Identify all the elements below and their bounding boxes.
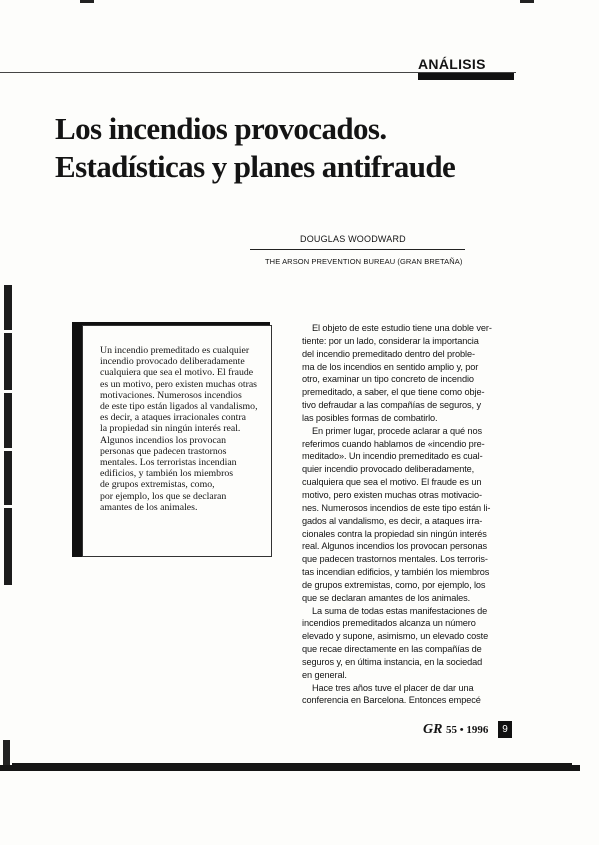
body-line: referimos cuando hablamos de «incendio pre- <box>302 438 485 449</box>
title-line: Los incendios provocados. <box>55 111 387 146</box>
body-line: en general. <box>302 669 347 680</box>
summary-line: Algunos incendios los provocan <box>100 434 226 446</box>
issue-number: 55 • 1996 <box>446 724 489 736</box>
page-number: 9 <box>498 721 512 738</box>
body-line: tivo defraudar a las compañías de seguros, y <box>302 400 481 411</box>
body-line: En primer lugar, procede aclarar a qué nos <box>312 425 482 436</box>
section-label-bar <box>418 73 514 80</box>
body-line: motivo, pero existen muchas otras motivacio- <box>302 489 482 500</box>
body-line: meditado». Un incendio premeditado es cual- <box>302 451 483 462</box>
margin-tick <box>0 448 12 451</box>
body-line: ma de los incendios en sentido amplio y, por <box>302 361 479 372</box>
body-line: que padecen trastornos mentales. Los terroris- <box>302 554 488 565</box>
summary-line: es un motivo, pero existen muchas otras <box>100 378 257 390</box>
summary-line: incendio provocado deliberadamente <box>100 356 245 368</box>
body-line: tiente: por un lado, considerar la importancia <box>302 335 479 346</box>
article-title <box>55 110 535 186</box>
margin-tick <box>0 505 12 508</box>
crop-mark <box>520 0 534 3</box>
body-line: real. Algunos incendios los provocan personas <box>302 541 487 552</box>
author-rule <box>250 249 465 250</box>
crop-mark <box>80 0 94 3</box>
body-line: Hace tres años tuve el placer de dar una <box>312 682 474 693</box>
body-line: La suma de todas estas manifestaciones de <box>312 605 488 616</box>
summary-line: Un incendio premeditado es cualquier <box>100 345 250 356</box>
body-line: que recae directamente en las compañías de <box>302 644 482 655</box>
body-line: nes. Numerosos incendios de este tipo están li- <box>302 502 491 513</box>
summary-line: la propiedad sin ningún interés real. <box>100 423 241 435</box>
summary-line: por ejemplo, los que se declaran <box>100 490 227 502</box>
body-line: cionales contra la propiedad sin ningún interés <box>302 528 487 539</box>
body-line: conferencia en Barcelona. Entonces empecé <box>302 695 481 706</box>
margin-tick <box>0 330 12 333</box>
body-line: del incendio premeditado dentro del proble- <box>302 348 475 359</box>
body-line: otro, examinar un tipo concreto de incendio <box>302 374 474 385</box>
summary-line: amantes de los animales. <box>100 501 198 513</box>
publication-logo: GR <box>423 722 443 737</box>
summary-line: edificios, y también los miembros <box>100 468 234 480</box>
summary-line: de este tipo están ligados al vandalismo, <box>100 401 258 413</box>
summary-text <box>100 345 265 513</box>
section-label: ANÁLISIS <box>418 56 486 72</box>
body-line: que se declaran amantes de los animales. <box>302 592 471 603</box>
summary-line: es decir, a ataques irracionales contra <box>100 412 246 424</box>
footer-rule <box>0 765 580 771</box>
body-line: quier incendio provocado deliberadamente, <box>302 464 475 475</box>
body-line: El objeto de este estudio tiene una doble ver- <box>312 323 492 333</box>
body-line: seguros y, en última instancia, en la sociedad <box>302 656 483 667</box>
body-line: gados al vandalismo, es decir, a ataques irra- <box>302 515 483 526</box>
body-line: de grupos extremistas, como, por ejemplo, los <box>302 579 486 590</box>
summary-box-shadow <box>72 322 82 557</box>
body-line: premeditado, a saber, el que tiene como obje- <box>302 387 485 398</box>
body-line: las posibles formas de combatirlo. <box>302 412 438 423</box>
body-line: cualquiera que sea el motivo. El fraude es un <box>302 477 482 488</box>
summary-line: motivaciones. Numerosos incendios <box>100 389 242 401</box>
summary-line: personas que padecen trastornos <box>100 445 227 457</box>
article-body <box>302 322 517 707</box>
body-line: tas incendian edificios, y también los miembros <box>302 567 490 578</box>
summary-line: cualquiera que sea el motivo. El fraude <box>100 367 254 379</box>
title-line: Estadísticas y planes antifraude <box>55 149 456 184</box>
author-affiliation: THE ARSON PREVENTION BUREAU (GRAN BRETAÑA) <box>265 257 463 266</box>
body-line: elevado y supone, asimismo, un elevado coste <box>302 631 489 642</box>
summary-line: mentales. Los terroristas incendian <box>100 457 237 469</box>
author-name: DOUGLAS WOODWARD <box>300 234 406 244</box>
summary-line: de grupos extremistas, como, <box>100 479 215 491</box>
body-line: incendios premeditados alcanza un número <box>302 618 476 629</box>
margin-tick <box>0 390 12 393</box>
